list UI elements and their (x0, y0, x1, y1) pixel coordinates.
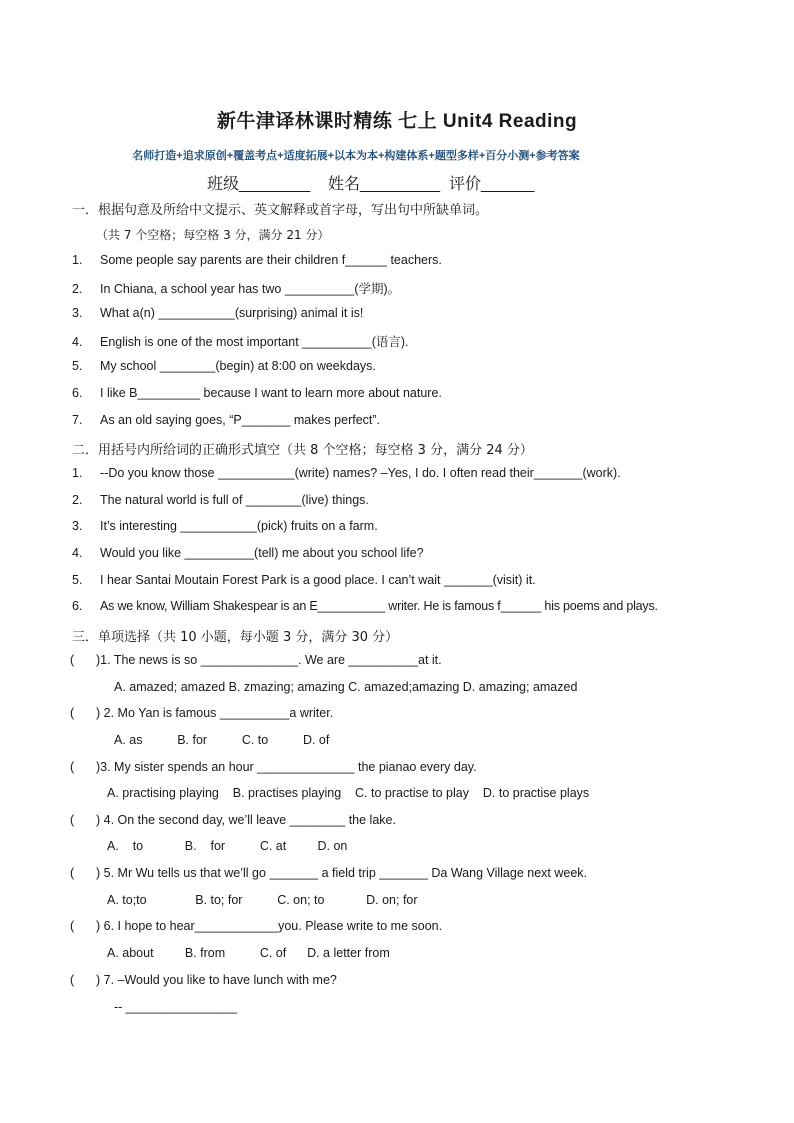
answer-paren: ( (70, 919, 75, 933)
item-text: English is one of the most important __________(语言). (100, 335, 409, 349)
item-text: I hear Santai Moutain Forest Park is a good place. I can’t wait _______(visit) it. (100, 573, 536, 587)
item-number: 4. (72, 546, 83, 560)
item-number: 5. (72, 573, 83, 587)
section3-heading: 三．单项选择（共 10 小题，每小题 3 分，满分 30 分） (72, 630, 399, 645)
item-number: 7. (72, 413, 83, 427)
item-number: 3. (72, 306, 83, 320)
list-item (72, 519, 378, 533)
answer-paren: ( (70, 973, 75, 987)
item-number: 5. (72, 359, 83, 373)
item-text: I like B_________ because I want to learn more about nature. (100, 386, 442, 400)
section1-heading: 一．根据句意及所给中文提示、英文解释或首字母，写出句中所缺单词。 (72, 203, 489, 218)
section2-heading: 二．用括号内所给词的正确形式填空（共 8 个空格；每空格 3 分，满分 24 分） (72, 443, 533, 458)
answer-paren: ( (70, 813, 75, 827)
list-item (72, 466, 621, 480)
answer-paren: ( (70, 866, 75, 880)
question-text: ) 4. On the second day, we’ll leave ________ the lake. (96, 813, 396, 827)
list-item (72, 332, 409, 350)
answer-line: -- ________________ (114, 1000, 238, 1014)
list-item (72, 546, 424, 560)
list-item (72, 573, 536, 587)
item-number: 6. (72, 386, 83, 400)
item-number: 2. (72, 282, 83, 296)
list-item (72, 493, 369, 507)
page-subtitle: 名师打造+追求原创+覆盖考点+适度拓展+以本为本+构建体系+题型多样+百分小测+参考答案 (132, 150, 580, 162)
mc-question (70, 706, 333, 720)
item-text: As we know, William Shakespear is an E__________ writer. He is famous f______ his poems and plays. (100, 599, 658, 613)
answer-paren: ( (70, 760, 75, 774)
item-number: 4. (72, 335, 83, 349)
item-number: 1. (72, 253, 83, 267)
mc-question (70, 813, 396, 827)
item-text: As an old saying goes, “P_______ makes perfect”. (100, 413, 381, 427)
question-text: ) 6. I hope to hear____________you. Please write to me soon. (96, 919, 443, 933)
question-text: )3. My sister spends an hour ______________ the pianao every day. (96, 760, 477, 774)
mc-options: A. to;to B. to; for C. on; to D. on; for (107, 893, 418, 907)
mc-options: A. practising playing B. practises playing C. to practise to play D. to practise plays (107, 786, 590, 800)
list-item (72, 253, 442, 267)
question-text: ) 7. –Would you like to have lunch with me? (96, 973, 337, 987)
question-text: ) 2. Mo Yan is famous __________a writer. (96, 706, 334, 720)
question-text: )1. The news is so ______________. We are __________at it. (96, 653, 442, 667)
item-text: Some people say parents are their children f______ teachers. (100, 253, 442, 267)
item-text: Would you like __________(tell) me about you school life? (100, 546, 424, 560)
list-item (72, 599, 658, 613)
item-text: --Do you know those ___________(write) names? –Yes, I do. I often read their_______(work). (100, 466, 621, 480)
item-text: It’s interesting ___________(pick) fruits on a farm. (100, 519, 378, 533)
item-number: 2. (72, 493, 83, 507)
question-text: ) 5. Mr Wu tells us that we’ll go _______ a field trip _______ Da Wang Village next week. (96, 866, 588, 880)
item-number: 3. (72, 519, 83, 533)
item-text: The natural world is full of ________(live) things. (100, 493, 369, 507)
answer-paren: ( (70, 653, 75, 667)
item-number: 1. (72, 466, 83, 480)
mc-question (70, 973, 337, 987)
mc-question (70, 760, 477, 774)
item-text: My school ________(begin) at 8:00 on weekdays. (100, 359, 376, 373)
list-item (72, 306, 363, 320)
answer-paren: ( (70, 706, 75, 720)
list-item (72, 413, 380, 427)
mc-question (70, 866, 587, 880)
mc-options: A. as B. for C. to D. of (114, 733, 330, 747)
mc-options: A. to B. for C. at D. on (107, 839, 348, 853)
page-title: 新牛津译林课时精练 七上 Unit4 Reading (216, 111, 578, 132)
mc-options: A. about B. from C. of D. a letter from (107, 946, 390, 960)
list-item (72, 359, 376, 373)
list-item (72, 386, 442, 400)
list-item (72, 279, 400, 297)
section1-note: （共 7 个空格；每空格 3 分，满分 21 分） (96, 228, 330, 242)
mc-options: A. amazed; amazed B. zmazing; amazing C. amazed;amazing D. amazing; amazed (114, 680, 578, 694)
mc-question (70, 919, 442, 933)
item-number: 6. (72, 599, 83, 613)
mc-question (70, 653, 442, 667)
item-text: What a(n) ___________(surprising) animal it is! (100, 306, 364, 320)
item-text: In Chiana, a school year has two __________(学期)。 (100, 282, 401, 296)
student-info-line: 班级________ 姓名_________ 评价______ (207, 176, 535, 193)
